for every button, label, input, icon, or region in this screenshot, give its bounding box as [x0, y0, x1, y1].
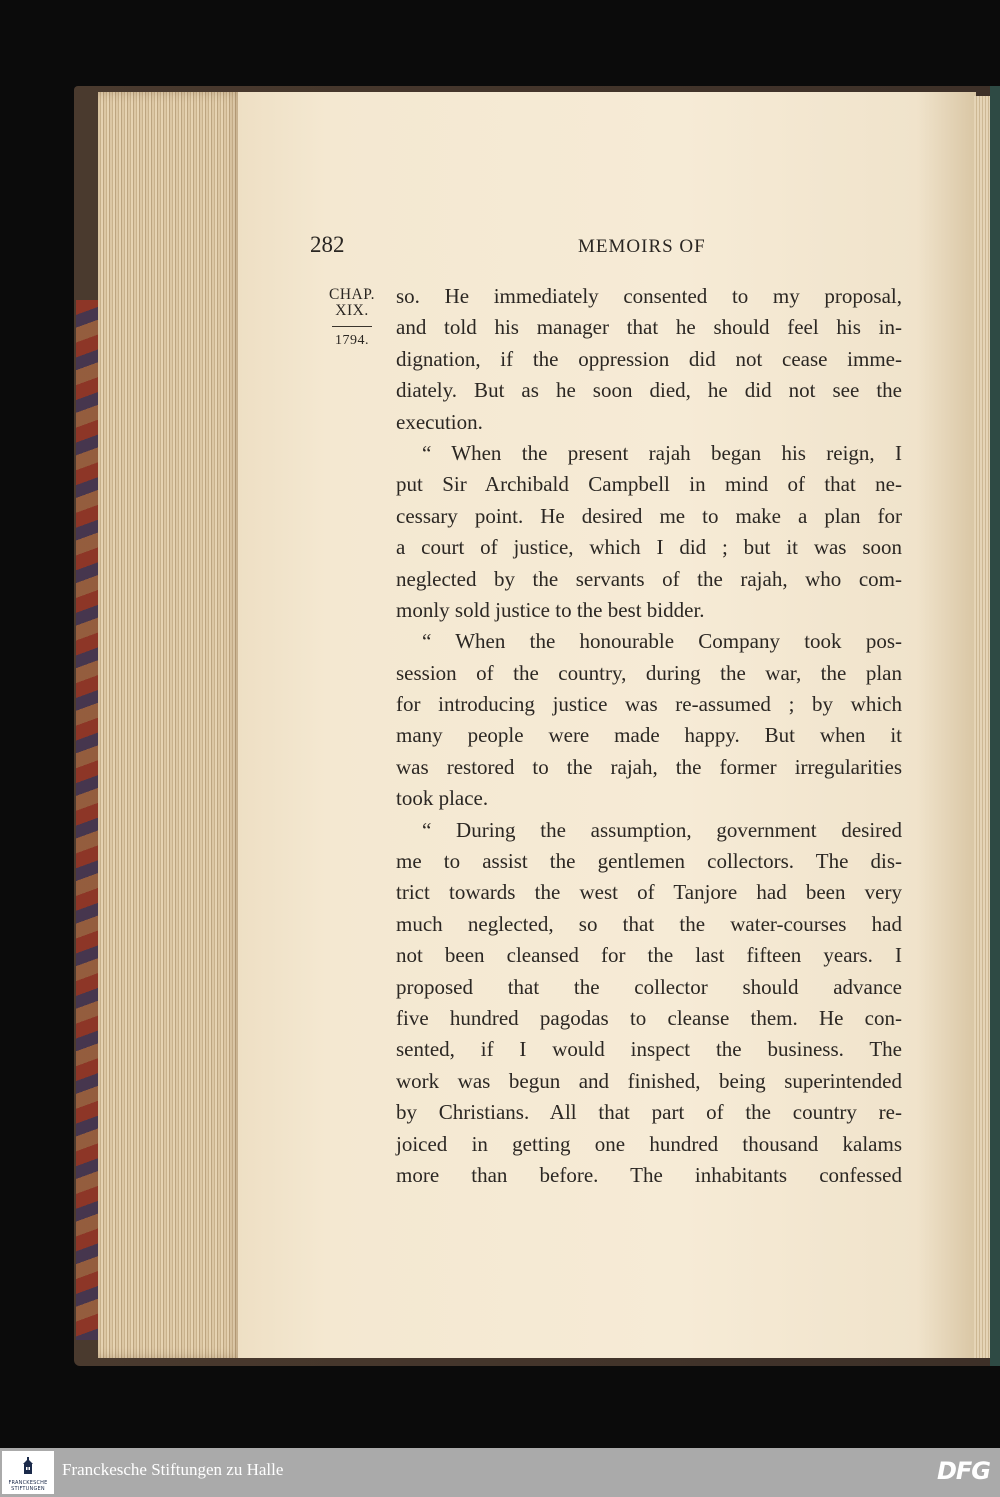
building-icon	[22, 1457, 34, 1475]
dfg-logo: DFG	[936, 1457, 990, 1485]
logo-text-line2: STIFTUNGEN	[11, 1485, 45, 1492]
text-line: cessary point. He desired me to make a plan for	[396, 503, 902, 528]
margin-chapter: CHAP.	[328, 286, 375, 303]
page-number: 282	[310, 232, 345, 257]
text-line: was restored to the rajah, the former irregularities	[396, 754, 902, 779]
cover-spine-strip	[990, 86, 1000, 1366]
logo-text	[2, 1481, 54, 1492]
margin-year: 1794.	[335, 333, 369, 348]
text-line: put Sir Archibald Campbell in mind of that ne-	[396, 472, 902, 497]
text-line: neglected by the servants of the rajah, who com-	[396, 566, 902, 591]
text-line: “ When the honourable Company took pos-	[422, 629, 902, 654]
text-line: much neglected, so that the water-courses had	[396, 911, 902, 936]
body-text	[396, 281, 902, 1191]
right-page-edges	[974, 96, 990, 1358]
text-line: work was begun and finished, being superintended	[396, 1068, 902, 1093]
text-line: took place.	[396, 786, 489, 811]
running-head: MEMOIRS OF	[578, 236, 706, 257]
text-line: me to assist the gentlemen collectors. The dis-	[396, 849, 902, 874]
margin-rule	[332, 326, 372, 327]
text-line: sented, if I would inspect the business. The	[396, 1037, 902, 1062]
text-line: monly sold justice to the best bidder.	[396, 597, 705, 622]
text-line: trict towards the west of Tanjore had been very	[396, 880, 902, 905]
text-line: many people were made happy. But when it	[396, 723, 902, 748]
text-line: dignation, if the oppression did not cease imme-	[396, 346, 902, 371]
text-line: more than before. The inhabitants confessed	[396, 1162, 902, 1187]
institution-name: Franckesche Stiftungen zu Halle	[62, 1460, 284, 1479]
text-line: session of the country, during the war, the plan	[396, 660, 902, 685]
logo-text-line1: FRANCKESCHE	[8, 1480, 48, 1486]
text-line: not been cleansed for the last fifteen years. I	[396, 943, 902, 968]
margin-note	[322, 287, 382, 349]
text-line: so. He immediately consented to my proposal,	[396, 284, 902, 308]
text-line: joiced in getting one hundred thousand kalams	[396, 1131, 902, 1156]
text-line: diately. But as he soon died, he did not see the	[396, 378, 902, 403]
text-line: for introducing justice was re-assumed ; by which	[396, 692, 902, 717]
text-line: “ During the assumption, government desired	[422, 817, 902, 842]
stacked-page-edges	[98, 92, 242, 1358]
text-line: by Christians. All that part of the country re-	[396, 1100, 902, 1125]
margin-chapter-number: XIX.	[335, 302, 369, 319]
footer-bar	[0, 1448, 1000, 1497]
text-line: a court of justice, which I did ; but it was soon	[396, 535, 902, 560]
institution-logo	[2, 1451, 54, 1494]
text-line: “ When the present rajah began his reign, I	[422, 440, 902, 465]
text-line: five hundred pagodas to cleanse them. He con-	[396, 1005, 902, 1030]
text-line: proposed that the collector should advance	[396, 974, 902, 999]
text-line: execution.	[396, 409, 483, 434]
text-line: and told his manager that he should feel his in-	[396, 315, 902, 340]
